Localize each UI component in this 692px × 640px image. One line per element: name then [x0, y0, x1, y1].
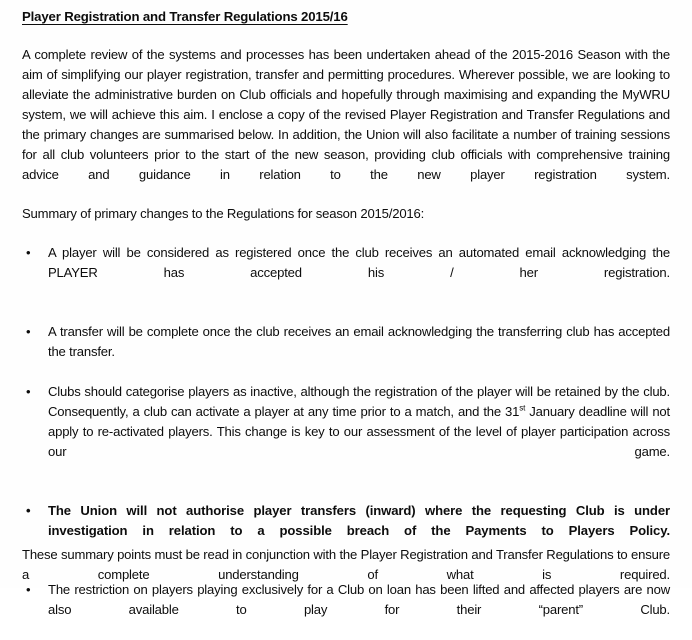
intro-paragraph: A complete review of the systems and processes has been undertaken ahead of the 2015-2016 Season with the aim of simplifying our player registration, transfer and permitting procedures. Wherever possible, we are looking to alleviate the administrative burden on Club officials and hopefully through maximising and expanding the MyWRU system, we will achieve this aim. I enclose a copy of the revised Player Registration and Transfer Regulations and the primary changes are summarised below. In addition, the Union will also facilitate a number of training sessions for all club volunteers prior to the start of the new season, providing club officials with comprehensive training advice and guidance in relation to the new player registration system.	[22, 47, 670, 182]
bullet-point-icon: •	[26, 245, 31, 260]
summary-heading: Summary of primary changes to the Regulations for season 2015/2016:	[22, 206, 425, 221]
bullet-point-icon: •	[26, 324, 31, 340]
closing-paragraph: These summary points must be read in conjunction with the Player Registration and Transfer Regulations to ensure a complete understanding of what is required.	[22, 547, 670, 582]
list-item-text: A transfer will be complete once the club receives an email acknowledging the transferring club has accepted the transfer.	[48, 324, 670, 360]
bullet-point-icon: •	[26, 503, 31, 519]
bullet-point-icon: •	[26, 582, 31, 598]
list-item-text: A player will be considered as registered once the club receives an automated email acknowledging the PLAYER has accepted his / her registration.	[48, 245, 670, 280]
list-item	[22, 322, 670, 362]
list-item-text: The Union will not authorise player transfers (inward) where the requesting Club is under investigation in relation to a possible breach of the Payments to Players Policy.	[48, 503, 670, 538]
list-item-text-part-1: Clubs should categorise players as inactive, although the registration of the player will be retained by the club. Consequently, a club can activate a player at any time prior to a match, and the 31	[48, 383, 670, 419]
list-item-text: The restriction on players playing exclusively for a Club on loan has been lifted and affected players are now also available to play for their “parent” Club.	[48, 582, 670, 618]
list-item-text-part-2: January deadline will not apply to re-activated players. This change is key to our assessment of the level of player participation across our game.	[48, 403, 670, 459]
list-item	[22, 243, 670, 303]
list-item-text	[48, 382, 670, 482]
bullet-point-icon: •	[26, 383, 31, 399]
ordinal-suffix: st	[519, 403, 526, 413]
list-item	[22, 382, 670, 482]
page-title: Player Registration and Transfer Regulations 2015/16	[22, 9, 348, 24]
